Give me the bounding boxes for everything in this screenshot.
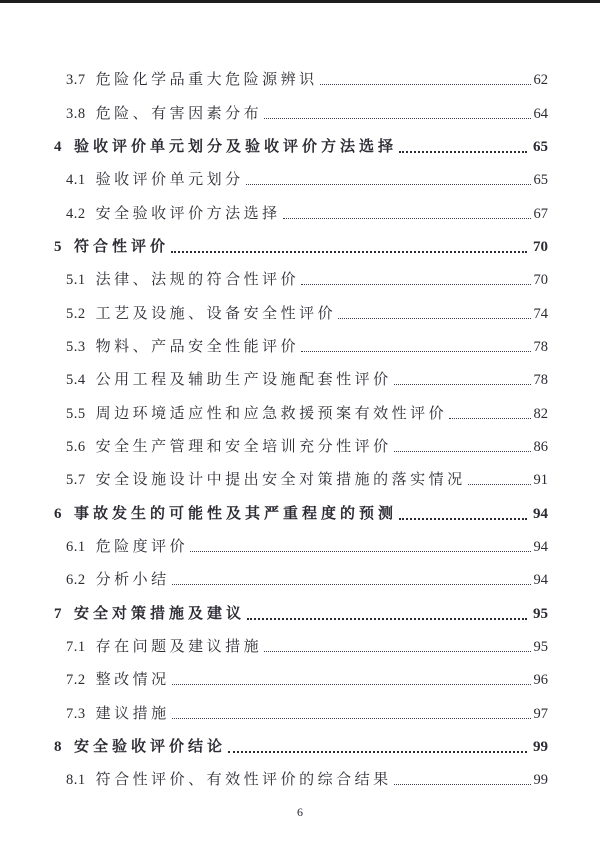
toc-entry[interactable]	[66, 689, 548, 722]
toc-entry-page: 94	[533, 538, 548, 555]
toc-entry-number: 7.1	[66, 638, 86, 655]
toc-leader-dots	[301, 351, 530, 352]
toc-entry-number: 4	[54, 138, 62, 155]
toc-entry-page: 96	[533, 672, 548, 689]
toc-entry[interactable]	[54, 223, 548, 256]
toc-entry[interactable]	[66, 623, 548, 656]
toc-entry-number: 5.1	[66, 272, 86, 289]
toc-entry-page: 74	[533, 305, 548, 322]
toc-entry-number: 4.2	[66, 205, 86, 222]
toc-entry[interactable]	[66, 456, 548, 489]
toc-entry[interactable]	[54, 589, 548, 622]
toc-leader-dots	[247, 618, 527, 620]
toc-entry-number: 7	[54, 605, 62, 622]
toc-entry-number: 6	[54, 505, 62, 522]
toc-entry-title: 危险化学品重大危险源辨识	[95, 72, 318, 89]
toc-entry[interactable]	[66, 423, 548, 456]
toc-entry-page: 82	[533, 405, 548, 422]
toc-entry[interactable]	[54, 489, 548, 522]
toc-leader-dots	[394, 451, 531, 452]
toc-entry-title: 安全对策措施及建议	[74, 604, 246, 622]
toc-leader-dots	[264, 118, 530, 119]
toc-entry[interactable]	[66, 356, 548, 389]
toc-entry-title: 危险度评价	[95, 538, 189, 555]
toc-entry[interactable]	[54, 723, 548, 756]
toc-entry-page: 94	[533, 505, 548, 522]
toc-entry-title: 符合性评价	[74, 237, 170, 255]
table-of-contents	[0, 56, 600, 789]
toc-entry-number: 3.7	[66, 72, 86, 89]
toc-leader-dots	[246, 184, 531, 185]
toc-entry[interactable]	[66, 256, 548, 289]
toc-entry[interactable]	[66, 289, 548, 322]
toc-leader-dots	[320, 84, 531, 85]
toc-leader-dots	[399, 518, 527, 520]
toc-entry-title: 事故发生的可能性及其严重程度的预测	[74, 504, 398, 522]
toc-entry-number: 5.2	[66, 305, 86, 322]
toc-entry[interactable]	[66, 89, 548, 122]
toc-leader-dots	[172, 718, 531, 719]
toc-entry-number: 8	[54, 738, 62, 755]
toc-leader-dots	[171, 251, 527, 253]
toc-entry-page: 67	[533, 205, 548, 222]
toc-leader-dots	[449, 418, 530, 419]
toc-entry[interactable]	[66, 56, 548, 89]
toc-entry-page: 91	[533, 472, 548, 489]
toc-leader-dots	[228, 751, 527, 753]
toc-entry[interactable]	[66, 523, 548, 556]
toc-leader-dots	[301, 284, 530, 285]
toc-entry-title: 公用工程及辅助生产设施配套性评价	[95, 372, 392, 389]
toc-entry-title: 建议措施	[95, 705, 170, 722]
toc-entry-page: 78	[533, 338, 548, 355]
toc-entry[interactable]	[66, 556, 548, 589]
toc-entry-title: 验收评价单元划分及验收评价方法选择	[74, 137, 398, 155]
toc-entry[interactable]	[66, 756, 548, 789]
toc-entry-number: 8.1	[66, 772, 86, 789]
toc-entry-title: 安全验收评价方法选择	[95, 205, 281, 222]
toc-entry-title: 法律、法规的符合性评价	[95, 272, 300, 289]
toc-entry-number: 3.8	[66, 105, 86, 122]
toc-entry[interactable]	[66, 156, 548, 189]
toc-entry-title: 分析小结	[95, 572, 170, 589]
toc-entry[interactable]	[66, 323, 548, 356]
toc-entry-page: 97	[533, 705, 548, 722]
toc-entry-number: 5	[54, 238, 62, 255]
toc-entry-title: 安全验收评价结论	[74, 737, 227, 755]
toc-entry-page: 70	[533, 272, 548, 289]
toc-entry-page: 78	[533, 372, 548, 389]
toc-entry-page: 95	[533, 605, 548, 622]
toc-leader-dots	[394, 784, 531, 785]
footer-page-number: 6	[297, 805, 303, 819]
toc-leader-dots	[264, 651, 530, 652]
toc-entry[interactable]	[66, 656, 548, 689]
toc-entry[interactable]	[66, 189, 548, 222]
toc-entry-title: 整改情况	[95, 672, 170, 689]
toc-entry-title: 存在问题及建议措施	[95, 638, 263, 655]
toc-entry-number: 5.6	[66, 438, 86, 455]
toc-entry-title: 工艺及设施、设备安全性评价	[95, 305, 337, 322]
toc-leader-dots	[399, 151, 527, 153]
toc-leader-dots	[283, 218, 531, 219]
page-top-rule	[0, 0, 600, 3]
toc-entry-title: 周边环境适应性和应急救援预案有效性评价	[95, 405, 448, 422]
toc-leader-dots	[190, 551, 530, 552]
toc-leader-dots	[172, 584, 531, 585]
toc-entry-number: 5.7	[66, 472, 86, 489]
toc-entry[interactable]	[54, 123, 548, 156]
toc-entry-page: 64	[533, 105, 548, 122]
toc-entry-page: 95	[533, 638, 548, 655]
toc-entry-title: 物料、产品安全性能评价	[95, 338, 300, 355]
toc-entry-number: 6.1	[66, 538, 86, 555]
toc-leader-dots	[468, 484, 531, 485]
toc-entry-title: 安全生产管理和安全培训充分性评价	[95, 438, 392, 455]
toc-entry-number: 4.1	[66, 172, 86, 189]
toc-entry-page: 65	[533, 138, 548, 155]
toc-entry-page: 99	[533, 772, 548, 789]
toc-entry-page: 94	[533, 572, 548, 589]
toc-entry-number: 5.5	[66, 405, 86, 422]
toc-leader-dots	[172, 684, 531, 685]
toc-entry-title: 符合性评价、有效性评价的综合结果	[95, 772, 392, 789]
toc-entry-title: 验收评价单元划分	[95, 172, 244, 189]
toc-entry-page: 65	[533, 172, 548, 189]
toc-entry-title: 安全设施设计中提出安全对策措施的落实情况	[95, 472, 466, 489]
toc-entry-number: 7.2	[66, 672, 86, 689]
toc-entry-page: 62	[533, 72, 548, 89]
toc-entry-title: 危险、有害因素分布	[95, 105, 263, 122]
toc-entry-number: 5.4	[66, 372, 86, 389]
toc-leader-dots	[338, 318, 530, 319]
toc-entry[interactable]	[66, 389, 548, 422]
toc-entry-number: 6.2	[66, 572, 86, 589]
toc-entry-number: 7.3	[66, 705, 86, 722]
toc-entry-page: 99	[533, 738, 548, 755]
toc-entry-page: 70	[533, 238, 548, 255]
toc-entry-page: 86	[533, 438, 548, 455]
page-footer	[0, 805, 600, 820]
toc-leader-dots	[394, 384, 531, 385]
toc-entry-number: 5.3	[66, 338, 86, 355]
